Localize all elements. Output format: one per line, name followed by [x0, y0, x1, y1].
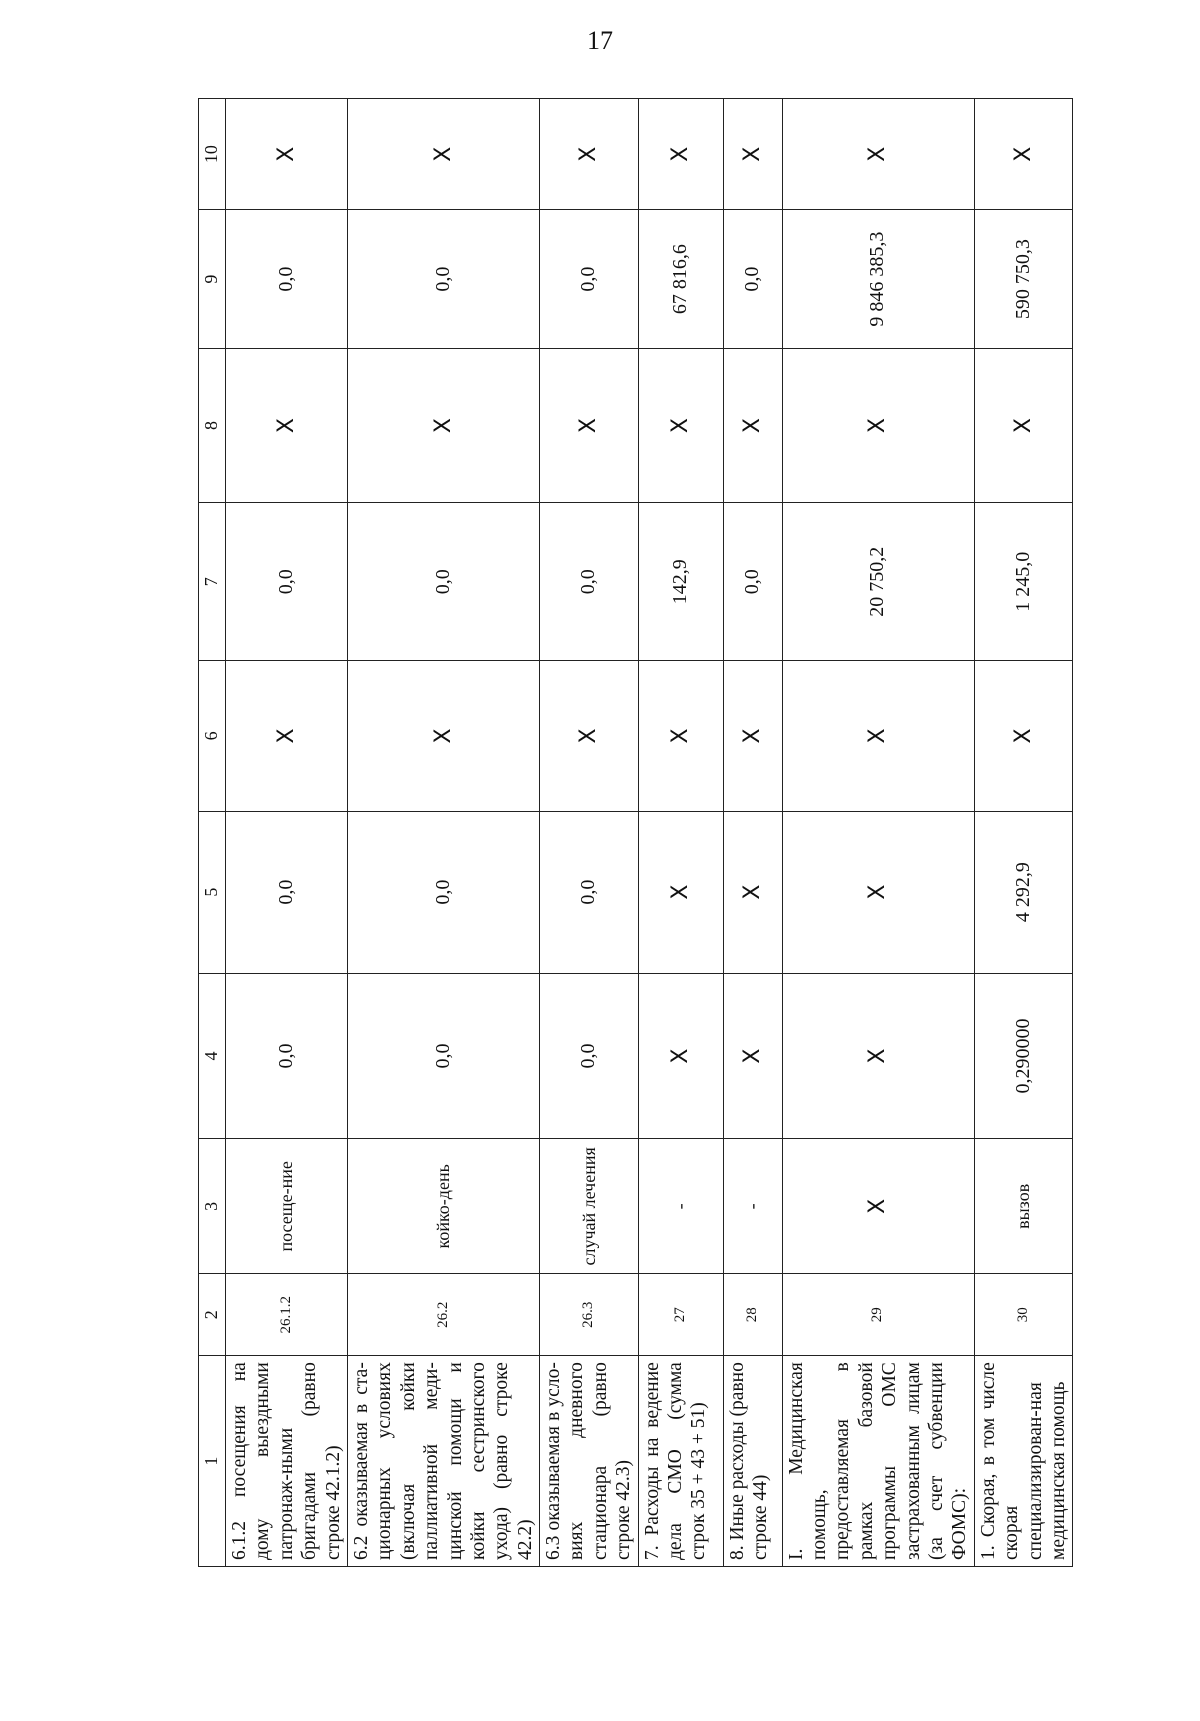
x-mark: X	[782, 1139, 974, 1274]
table-row	[782, 99, 974, 1567]
x-mark: X	[638, 99, 723, 210]
x-mark: X	[974, 99, 1073, 210]
value-cell: 0,0	[540, 811, 639, 973]
x-mark: X	[638, 348, 723, 502]
x-mark: X	[226, 99, 348, 210]
x-mark: X	[723, 973, 782, 1139]
x-mark: X	[540, 661, 639, 811]
unit-cell: случай лечения	[540, 1139, 639, 1274]
table-row	[638, 99, 723, 1567]
header-cell: 3	[199, 1139, 226, 1274]
x-mark: X	[782, 811, 974, 973]
x-mark: X	[974, 661, 1073, 811]
value-cell: 0,0	[347, 503, 539, 661]
unit-cell: посеще-ние	[226, 1139, 348, 1274]
value-cell: 0,0	[347, 210, 539, 349]
value-cell: 0,0	[226, 973, 348, 1139]
value-cell: 1 245,0	[974, 503, 1073, 661]
header-cell: 10	[199, 99, 226, 210]
row-code: 28	[723, 1274, 782, 1356]
unit-cell: вызов	[974, 1139, 1073, 1274]
row-code: 29	[782, 1274, 974, 1356]
value-cell: 0,0	[347, 811, 539, 973]
row-code: 26.3	[540, 1274, 639, 1356]
x-mark: X	[226, 348, 348, 502]
header-cell: 8	[199, 348, 226, 502]
row-description: 6.2 оказываемая в ста-ционарных условиях (включая койки паллиативной меди-цинской помощи и койки сестринского ухода) (равно строке 42.2)	[347, 1356, 539, 1567]
unit-cell: койко-день	[347, 1139, 539, 1274]
x-mark: X	[782, 973, 974, 1139]
x-mark: X	[347, 99, 539, 210]
row-code: 26.1.2	[226, 1274, 348, 1356]
x-mark: X	[723, 661, 782, 811]
header-cell: 6	[199, 661, 226, 811]
x-mark: X	[226, 661, 348, 811]
row-description: 1. Скорая, в том числе скорая специализирован-ная медицинская помощь	[974, 1356, 1073, 1567]
x-mark: X	[540, 99, 639, 210]
unit-cell: -	[723, 1139, 782, 1274]
value-cell: 0,0	[226, 210, 348, 349]
x-mark: X	[540, 348, 639, 502]
table-row	[974, 99, 1073, 1567]
value-cell: 67 816,6	[638, 210, 723, 349]
x-mark: X	[723, 348, 782, 502]
header-cell: 7	[199, 503, 226, 661]
x-mark: X	[782, 99, 974, 210]
row-code: 30	[974, 1274, 1073, 1356]
table-row	[347, 99, 539, 1567]
row-description: 6.1.2 посещения на дому выездными патронаж-ными бригадами (равно строке 42.1.2)	[226, 1356, 348, 1567]
row-description: 7. Расходы на ведение дела СМО (сумма строк 35 + 43 + 51)	[638, 1356, 723, 1567]
value-cell: 20 750,2	[782, 503, 974, 661]
x-mark: X	[974, 348, 1073, 502]
header-cell: 5	[199, 811, 226, 973]
value-cell: 0,0	[540, 503, 639, 661]
x-mark: X	[347, 661, 539, 811]
x-mark: X	[638, 661, 723, 811]
x-mark: X	[638, 811, 723, 973]
value-cell: 0,0	[347, 973, 539, 1139]
table-row	[226, 99, 348, 1567]
row-code: 26.2	[347, 1274, 539, 1356]
x-mark: X	[347, 348, 539, 502]
value-cell: 4 292,9	[974, 811, 1073, 973]
value-cell: 0,0	[540, 210, 639, 349]
x-mark: X	[723, 811, 782, 973]
value-cell: 0,0	[226, 811, 348, 973]
x-mark: X	[782, 348, 974, 502]
header-cell: 1	[199, 1356, 226, 1567]
row-description: I. Медицинская помощь, предоставляемая в рамках базовой программы ОМС застрахованным лицам (за счет субвенции ФОМС):	[782, 1356, 974, 1567]
header-cell: 9	[199, 210, 226, 349]
value-cell: 142,9	[638, 503, 723, 661]
value-cell: 0,0	[540, 973, 639, 1139]
value-cell: 0,290000	[974, 973, 1073, 1139]
header-cell: 4	[199, 973, 226, 1139]
value-cell: 0,0	[226, 503, 348, 661]
x-mark: X	[782, 661, 974, 811]
table-row	[540, 99, 639, 1567]
row-code: 27	[638, 1274, 723, 1356]
unit-cell: -	[638, 1139, 723, 1274]
value-cell: 0,0	[723, 210, 782, 349]
value-cell: 0,0	[723, 503, 782, 661]
header-cell: 2	[199, 1274, 226, 1356]
page-number: 17	[587, 26, 613, 55]
rotated-table-container	[198, 98, 1069, 1567]
value-cell: 590 750,3	[974, 210, 1073, 349]
x-mark: X	[638, 973, 723, 1139]
data-table	[198, 98, 1073, 1567]
value-cell: 9 846 385,3	[782, 210, 974, 349]
row-description: 8. Иные расходы (равно строке 44)	[723, 1356, 782, 1567]
x-mark: X	[723, 99, 782, 210]
row-description: 6.3 оказываемая в усло-виях дневного стационара (равно строке 42.3)	[540, 1356, 639, 1567]
table-row	[723, 99, 782, 1567]
header-row	[199, 99, 226, 1567]
